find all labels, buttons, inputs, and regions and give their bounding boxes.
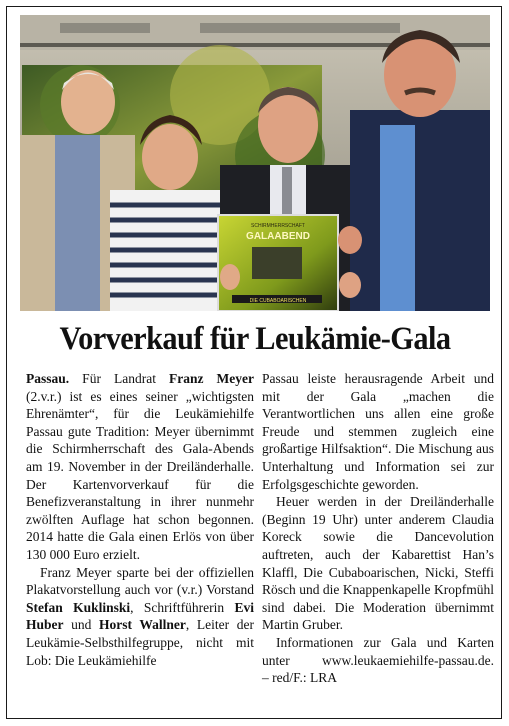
paragraph-4: Heuer werden in der Dreiländerhalle (Beginn 19 Uhr) unter anderem Claudia Koreck sowie die Dancevolution auftreten, auch der Kabarettist Han’s Klaffl, Die Cubaboarischen, Nicki, Steffi Rösch und die Knappenkapelle Kropfmühl sind dabei. Die Moderation übernimmt Martin Gruber. [262,494,494,633]
name-bold: Franz Meyer [169,371,254,386]
name-bold: Evi Huber [26,599,254,633]
photo-illustration [20,15,490,311]
poster-line-2: GALAABEND [246,231,310,242]
paragraph-1 [26,370,254,564]
paragraph-5 [262,634,494,687]
paragraph-2 [26,564,254,670]
poster-line-1: SCHIRMHERRSCHAFT [251,223,305,229]
poster-line-3: DIE CUBABOARISCHEN [249,298,307,304]
text: , Leiter der Leukämie-Selbsthilfegruppe, nicht mit Lob: Die Leukämiehilfe [26,617,255,668]
article-column-2 [262,370,494,687]
photo-credit: – red/F.: LRA [262,670,338,686]
text: Informationen zur Gala und Karten unter www.leukaemiehilfe-passau.de. [262,634,494,668]
text: (2.v.r.) ist es eines seiner „wichtigsten Ehrenämter“, für die Leukämiehilfe Passau gute Tradition: Meyer übernimmt die Schirmherrschaft des Gala-Abends am 19. November in der Dreiländerhalle. Der Kartenvorverkauf für die Benefizveranstaltung in ihrer nunmehr zwölften Auflage hat schon begonnen. 2014 hatte die Gala einen Erlös von über 130 000 Euro erzielt. [26,388,254,562]
name-bold: Stefan Kuklinski [26,599,131,615]
name-bold: Horst Wallner [99,617,186,633]
headline: Vorverkauf für Leukämie-Gala [59,321,451,357]
article-column-1 [26,370,254,669]
dateline: Passau. [26,371,70,386]
text: Franz Meyer sparte bei der offiziellen Plakatvorstellung auch vor (v.r.) Vorstand [26,564,254,598]
text: und [63,617,100,633]
text: Für Landrat [69,371,169,386]
article-photo [20,15,490,311]
paragraph-3: Passau leiste herausragende Arbeit und mit der Gala „machen die Verantwortlichen uns allen eine große Freude und stemmen zugleich eine großartige Hilfsaktion“. Die Mischung aus Unterhaltung und Information sei zur Erfolgsgeschichte geworden. [262,371,494,492]
text: , Schriftführerin [130,599,235,615]
